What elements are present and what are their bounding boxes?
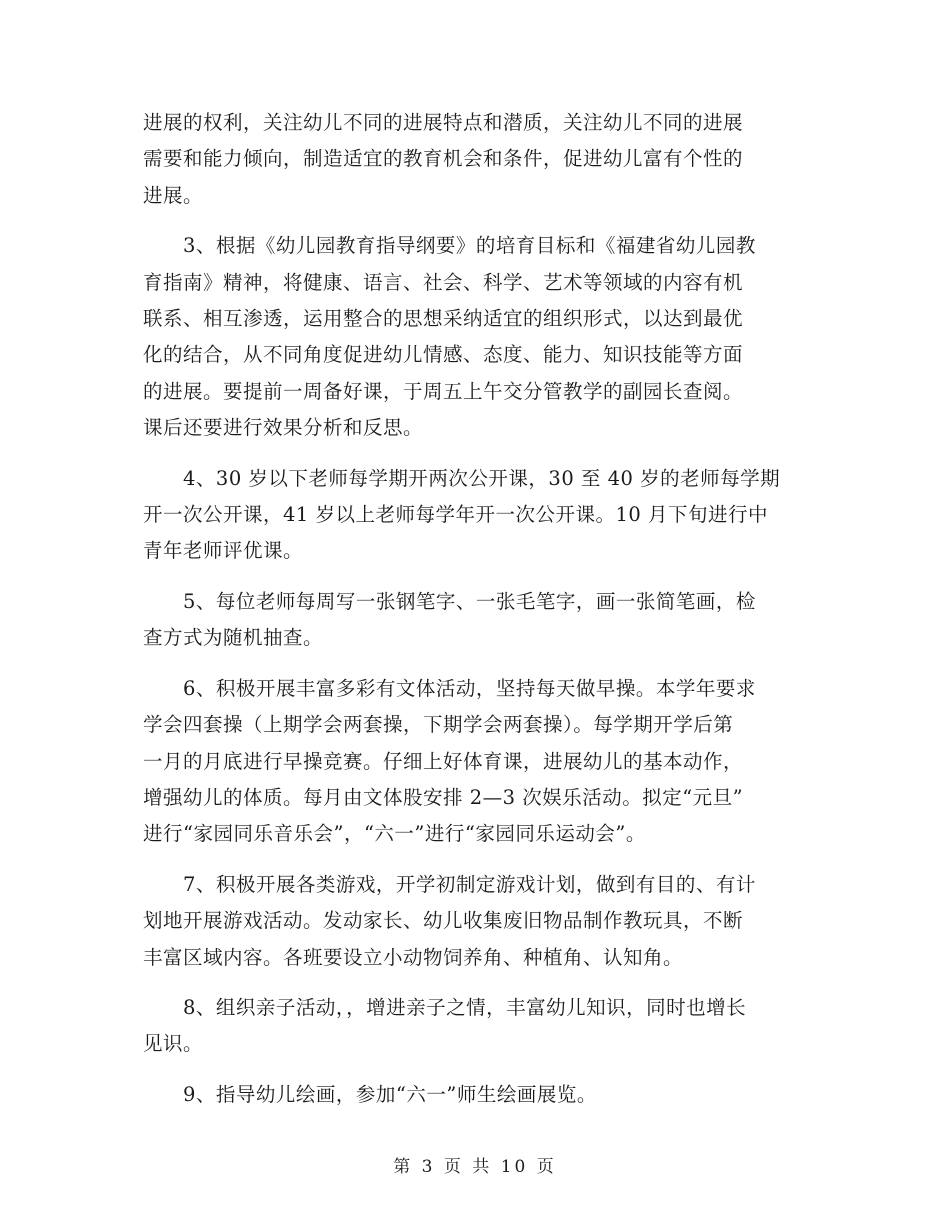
paragraph-item-8 <box>143 990 808 1063</box>
text-line: 一月的月底进行早操竞赛。仔细上好体育课，进展幼儿的基本动作， <box>143 749 744 773</box>
paragraph-item-4 <box>143 461 808 570</box>
paragraph-rights <box>143 105 808 214</box>
paragraph-item-6 <box>143 671 808 853</box>
text-line: 6、积极开展丰富多彩有文体活动，坚持每天做早操。本学年要求 <box>143 676 756 700</box>
text-line: 需要和能力倾向，制造适宜的教育机会和条件，促进幼儿富有个性的 <box>143 147 744 171</box>
text-line: 课后还要进行效果分析和反思。 <box>143 416 424 440</box>
text-line: 增强幼儿的体质。每月由文体股安排 2—3 次娱乐活动。拟定“元旦” <box>143 785 744 809</box>
text-line: 9、指导幼儿绘画，参加“六一”师生绘画展览。 <box>143 1082 597 1106</box>
text-line: 育指南》精神，将健康、语言、社会、科学、艺术等领域的内容有机 <box>143 270 744 294</box>
text-line: 联系、相互渗透，运用整合的思想采纳适宜的组织形式，以达到最优 <box>143 307 744 331</box>
text-line: 进行“家园同乐音乐会”，“六一”进行“家园同乐运动会”。 <box>143 822 646 846</box>
text-line: 7、积极开展各类游戏，开学初制定游戏计划，做到有目的、有计 <box>143 872 756 896</box>
text-line: 开一次公开课，41 岁以上老师每学年开一次公开课。10 月下旬进行中 <box>143 503 769 527</box>
text-line: 青年老师评优课。 <box>143 539 304 563</box>
text-line: 3、根据《幼儿园教育指导纲要》的培育目标和《福建省幼儿园教 <box>143 234 756 258</box>
text-line: 学会四套操（上期学会两套操，下期学会两套操）。每学期开学后第 <box>143 713 734 737</box>
text-line: 丰富区域内容。各班要设立小动物饲养角、种植角、认知角。 <box>143 945 684 969</box>
paragraph-item-3 <box>143 228 808 446</box>
document-body <box>143 105 808 1127</box>
text-line: 见识。 <box>143 1032 204 1056</box>
paragraph-item-7 <box>143 867 808 976</box>
text-line: 8、组织亲子活动，，增进亲子之情，丰富幼儿知识，同时也增长 <box>143 995 747 1019</box>
text-line: 进展的权利，关注幼儿不同的进展特点和潜质，关注幼儿不同的进展 <box>143 111 744 134</box>
text-line: 4、30 岁以下老师每学期开两次公开课，30 至 40 岁的老师每学期 <box>143 466 781 490</box>
text-line: 的进展。要提前一周备好课，于周五上午交分管教学的副园长查阅。 <box>143 379 744 403</box>
text-line: 划地开展游戏活动。发动家长、幼儿收集废旧物品制作教玩具，不断 <box>143 909 744 933</box>
page-number-footer: 第 3 页 共 10 页 <box>393 1157 557 1177</box>
text-line: 5、每位老师每周写一张钢笔字、一张毛笔字，画一张简笔画，检 <box>143 589 756 613</box>
paragraph-item-5 <box>143 584 808 657</box>
text-line: 进展。 <box>143 183 204 207</box>
paragraph-item-9 <box>143 1077 808 1113</box>
text-line: 化的结合，从不同角度促进幼儿情感、态度、能力、知识技能等方面 <box>143 343 744 367</box>
text-line: 查方式为随机抽查。 <box>143 626 324 650</box>
